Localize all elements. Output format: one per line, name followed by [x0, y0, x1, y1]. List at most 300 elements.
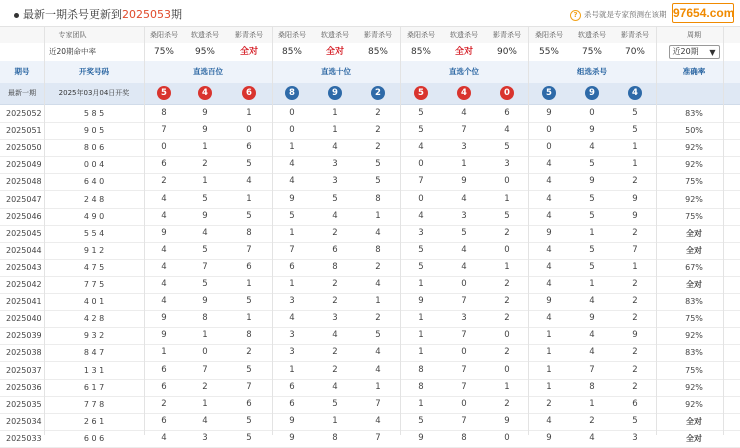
kill-cell: 0 [546, 125, 552, 136]
kill-cell: 5 [246, 159, 252, 170]
kill-cell: 5 [589, 159, 595, 170]
expert-col-12: 影青杀号 [621, 31, 649, 39]
latest-issue-row [0, 83, 740, 105]
kill-cell: 4 [461, 244, 467, 255]
kill-cell: 4 [332, 210, 338, 221]
kill-cell: 7 [202, 261, 208, 272]
issue-cell: 2025035 [6, 399, 42, 409]
kill-cell: 5 [332, 398, 338, 409]
kill-ball: 4 [628, 86, 642, 100]
issue-cell: 2025040 [6, 314, 42, 324]
kill-cell: 8 [332, 432, 338, 443]
kill-cell: 0 [504, 176, 510, 187]
kill-cell: 9 [161, 313, 167, 324]
accuracy-cell: 92% [685, 331, 703, 341]
col-draw: 开奖号码 [79, 67, 109, 76]
draw-cell: 0 0 4 [83, 160, 105, 170]
kill-cell: 6 [504, 108, 510, 118]
issue-cell: 2025037 [6, 365, 42, 375]
expert-col-8: 软遗杀号 [450, 31, 478, 39]
accuracy-cell: 75% [685, 365, 703, 375]
table-row [0, 173, 740, 191]
kill-cell: 6 [161, 415, 167, 426]
draw-cell: 7 7 8 [83, 399, 105, 409]
kill-cell: 5 [246, 364, 252, 375]
issue-cell: 2025049 [6, 160, 42, 170]
table-row [0, 310, 740, 328]
column-divider [656, 27, 657, 435]
accuracy-cell: 全对 [686, 416, 702, 426]
kill-cell: 9 [202, 210, 208, 221]
kill-cell: 5 [246, 432, 252, 443]
kill-cell: 2 [504, 279, 510, 289]
kill-cell: 1 [289, 227, 295, 238]
kill-cell: 6 [632, 398, 638, 409]
kill-cell: 1 [461, 159, 467, 170]
latest-ball-cell-4 [272, 83, 312, 104]
kill-cell: 3 [332, 159, 338, 170]
hit-rate-4: 85% [281, 47, 302, 57]
kill-cell: 9 [202, 296, 208, 307]
table-row [0, 293, 740, 311]
kill-cell: 1 [202, 398, 208, 409]
hit-rate-5: 全对 [325, 47, 344, 57]
kill-cell: 4 [161, 193, 167, 204]
kill-cell: 1 [632, 159, 638, 170]
issue-cell: 2025034 [6, 416, 42, 426]
column-divider [144, 27, 145, 435]
kill-cell: 1 [202, 330, 208, 341]
kill-cell: 3 [289, 347, 295, 358]
kill-cell: 5 [504, 210, 510, 221]
kill-ball: 9 [585, 86, 599, 100]
site-logo[interactable] [672, 3, 734, 23]
section-header-row [0, 61, 740, 84]
kill-cell: 9 [202, 108, 208, 118]
table-row [0, 122, 740, 140]
kill-cell: 7 [589, 364, 595, 375]
kill-cell: 5 [589, 193, 595, 204]
draw-cell: 8 4 7 [83, 348, 105, 358]
kill-cell: 4 [332, 381, 338, 392]
kill-ball: 4 [457, 86, 471, 100]
accuracy-cell: 83% [685, 109, 703, 118]
kill-cell: 4 [589, 330, 595, 341]
issue-cell: 2025036 [6, 382, 42, 392]
kill-cell: 9 [461, 176, 467, 187]
kill-cell: 4 [375, 364, 381, 375]
kill-cell: 4 [289, 176, 295, 187]
kill-cell: 5 [375, 159, 381, 170]
kill-cell: 5 [202, 244, 208, 255]
kill-cell: 1 [161, 347, 167, 358]
kill-cell: 4 [461, 261, 467, 272]
latest-ball-cell-10 [529, 83, 569, 104]
kill-cell: 2 [504, 227, 510, 238]
kill-cell: 6 [246, 142, 252, 153]
kill-cell: 4 [589, 296, 595, 307]
kill-cell: 9 [504, 415, 510, 426]
kill-cell: 4 [546, 415, 552, 426]
kill-cell: 2 [332, 227, 338, 238]
kill-cell: 7 [375, 398, 381, 409]
table-row [0, 344, 740, 362]
expert-col-1: 桑阳杀号 [150, 31, 178, 39]
kill-cell: 3 [332, 176, 338, 187]
kill-cell: 0 [504, 432, 510, 443]
expert-col-2: 软遗杀号 [191, 31, 219, 39]
draw-cell: 6 0 6 [83, 433, 105, 443]
table-row [0, 430, 740, 448]
title-suffix: 期 [171, 8, 182, 21]
latest-ball-cell-9 [487, 83, 527, 104]
kill-cell: 4 [418, 210, 424, 221]
expert-col-3: 影青杀号 [235, 31, 263, 39]
kill-cell: 2 [632, 347, 638, 358]
expert-col-9: 影青杀号 [493, 31, 521, 39]
issue-cell: 2025045 [6, 228, 42, 238]
column-divider [528, 27, 529, 435]
kill-cell: 7 [461, 381, 467, 392]
col-hundreds: 直选百位 [193, 67, 223, 76]
issue-cell: 2025038 [6, 348, 42, 358]
kill-cell: 6 [289, 398, 295, 409]
column-divider [400, 27, 401, 435]
kill-cell: 1 [546, 364, 552, 375]
kill-ball: 4 [198, 86, 212, 100]
kill-cell: 9 [546, 296, 552, 307]
issue-cell: 2025051 [6, 126, 42, 136]
kill-cell: 0 [546, 142, 552, 153]
kill-cell: 4 [202, 227, 208, 238]
kill-cell: 0 [202, 347, 208, 358]
title-prefix: 最新一期杀号更新到 [23, 8, 122, 21]
draw-cell: 7 7 5 [83, 280, 105, 289]
latest-ball-cell-5 [315, 83, 355, 104]
expert-col-5: 软遗杀号 [321, 31, 349, 39]
kill-cell: 8 [589, 381, 595, 392]
kill-cell: 6 [289, 381, 295, 392]
kill-cell: 9 [589, 176, 595, 187]
kill-cell: 9 [418, 432, 424, 443]
table-row [0, 259, 740, 277]
kill-cell: 8 [161, 108, 167, 118]
kill-cell: 1 [332, 125, 338, 136]
table-row [0, 242, 740, 260]
accuracy-cell: 50% [685, 126, 703, 136]
kill-cell: 5 [589, 244, 595, 255]
kill-cell: 1 [418, 313, 424, 324]
expert-col-6: 影青杀号 [364, 31, 392, 39]
hit-rate-7: 85% [410, 47, 431, 57]
kill-cell: 0 [289, 125, 295, 136]
kill-cell: 0 [504, 244, 510, 255]
kill-cell: 1 [589, 279, 595, 289]
kill-cell: 1 [546, 381, 552, 392]
kill-cell: 5 [246, 415, 252, 426]
kill-cell: 5 [632, 125, 638, 136]
hit-rate-6: 85% [367, 47, 388, 57]
table-row [0, 139, 740, 157]
draw-cell: 4 7 5 [83, 262, 105, 272]
kill-cell: 5 [589, 210, 595, 221]
kill-ball: 8 [285, 86, 299, 100]
kill-cell: 3 [418, 227, 424, 238]
accuracy-cell: 67% [685, 262, 703, 272]
kill-cell: 6 [246, 261, 252, 272]
kill-cell: 1 [589, 227, 595, 238]
kill-cell: 1 [546, 330, 552, 341]
col-group: 组选杀号 [577, 67, 607, 76]
kill-cell: 5 [632, 108, 638, 118]
kill-cell: 3 [461, 142, 467, 153]
draw-cell: 9 3 2 [83, 331, 105, 341]
kill-cell: 4 [246, 176, 252, 187]
kill-cell: 4 [375, 279, 381, 289]
kill-cell: 8 [375, 244, 381, 255]
draw-cell: 4 9 0 [83, 211, 105, 221]
accuracy-cell: 全对 [686, 280, 702, 289]
kill-cell: 0 [161, 142, 167, 153]
kill-cell: 2 [375, 261, 381, 272]
kill-cell: 0 [461, 347, 467, 358]
kill-cell: 1 [246, 108, 252, 118]
kill-cell: 9 [546, 108, 552, 118]
column-divider [723, 27, 724, 435]
accuracy-cell: 92% [685, 382, 703, 392]
table-row [0, 191, 740, 209]
kill-cell: 0 [504, 364, 510, 375]
kill-cell: 7 [246, 244, 252, 255]
hit-rate-row [0, 43, 740, 62]
hit-rate-label: 近20期命中率 [48, 47, 97, 56]
kill-cell: 7 [461, 364, 467, 375]
kill-cell: 2 [161, 398, 167, 409]
kill-cell: 9 [546, 432, 552, 443]
kill-cell: 2 [632, 279, 638, 289]
kill-cell: 0 [461, 398, 467, 409]
kill-cell: 5 [246, 296, 252, 307]
kill-cell: 4 [161, 244, 167, 255]
latest-ball-cell-11 [572, 83, 612, 104]
kill-cell: 2 [246, 347, 252, 358]
kill-ball: 6 [242, 86, 256, 100]
kill-cell: 4 [461, 108, 467, 118]
kill-cell: 1 [504, 261, 510, 272]
issue-cell: 2025048 [6, 177, 42, 187]
kill-cell: 1 [632, 261, 638, 272]
issue-cell: 2025052 [6, 109, 42, 118]
accuracy-cell: 83% [685, 297, 703, 307]
draw-cell: 5 5 4 [83, 228, 105, 238]
draw-cell: 1 3 1 [83, 365, 105, 375]
expert-col-10: 桑阳杀号 [535, 31, 563, 39]
kill-cell: 9 [289, 432, 295, 443]
kill-cell: 6 [161, 381, 167, 392]
kill-cell: 0 [461, 279, 467, 289]
kill-cell: 4 [332, 330, 338, 341]
kill-cell: 3 [461, 313, 467, 324]
kill-cell: 1 [375, 210, 381, 221]
table-row [0, 396, 740, 414]
kill-cell: 7 [202, 364, 208, 375]
kill-cell: 2 [332, 364, 338, 375]
kill-cell: 9 [161, 330, 167, 341]
draw-cell: 2 4 8 [83, 194, 105, 204]
hit-rate-9: 90% [496, 47, 517, 57]
kill-cell: 1 [632, 142, 638, 153]
latest-ball-cell-6 [358, 83, 398, 104]
kill-cell: 3 [504, 159, 510, 170]
kill-cell: 9 [546, 227, 552, 238]
hit-rate-1: 75% [153, 47, 174, 57]
kill-cell: 0 [418, 159, 424, 170]
kill-cell: 9 [632, 330, 638, 341]
kill-cell: 8 [418, 381, 424, 392]
kill-cell: 2 [632, 176, 638, 187]
col-units: 直选个位 [449, 67, 479, 76]
table-row [0, 105, 740, 123]
latest-label: 最新一期 [8, 89, 36, 97]
note-label: 杀号就是专家预测在该期 [584, 10, 667, 19]
kill-cell: 5 [418, 125, 424, 136]
kill-cell: 0 [289, 108, 295, 118]
draw-cell: 6 1 7 [83, 382, 105, 392]
hit-rate-3: 全对 [239, 47, 258, 57]
kill-cell: 1 [246, 279, 252, 289]
issue-cell: 2025042 [6, 280, 42, 289]
kill-cell: 0 [589, 108, 595, 118]
latest-ball-cell-8 [444, 83, 484, 104]
issue-cell: 2025033 [6, 433, 42, 443]
kill-cell: 1 [375, 296, 381, 307]
col-tens: 直选十位 [321, 67, 351, 76]
kill-cell: 7 [632, 244, 638, 255]
kill-cell: 9 [632, 193, 638, 204]
accuracy-cell: 全对 [686, 433, 702, 443]
table-row [0, 276, 740, 294]
kill-cell: 5 [202, 279, 208, 289]
kill-cell: 9 [289, 415, 295, 426]
kill-cell: 1 [332, 108, 338, 118]
table-row [0, 208, 740, 226]
kill-cell: 5 [332, 193, 338, 204]
kill-cell: 6 [289, 261, 295, 272]
latest-ball-cell-12 [615, 83, 655, 104]
kill-cell: 1 [289, 279, 295, 289]
kill-cell: 2 [632, 364, 638, 375]
kill-cell: 7 [461, 296, 467, 307]
kill-cell: 0 [246, 125, 252, 136]
kill-cell: 4 [161, 261, 167, 272]
kill-cell: 1 [202, 176, 208, 187]
hit-rate-10: 55% [538, 47, 559, 57]
kill-cell: 2 [632, 296, 638, 307]
accuracy-cell: 全对 [686, 245, 702, 255]
kill-ball: 5 [157, 86, 171, 100]
col-accuracy: 准确率 [682, 67, 706, 76]
kill-cell: 2 [632, 381, 638, 392]
accuracy-cell: 75% [685, 177, 703, 187]
kill-cell: 9 [589, 313, 595, 324]
latest-date: 2025年03月04日开奖 [58, 89, 130, 97]
kill-ball: 0 [500, 86, 514, 100]
kill-cell: 2 [632, 227, 638, 238]
kill-cell: 2 [375, 313, 381, 324]
bullet-icon [14, 13, 19, 18]
kill-cell: 4 [589, 142, 595, 153]
kill-cell: 1 [589, 398, 595, 409]
table-row [0, 156, 740, 174]
kill-cell: 6 [161, 364, 167, 375]
kill-cell: 1 [504, 193, 510, 204]
kill-cell: 5 [418, 261, 424, 272]
kill-cell: 5 [289, 210, 295, 221]
latest-ball-cell-1 [144, 83, 184, 104]
question-icon: ? [570, 10, 581, 21]
kill-cell: 8 [418, 364, 424, 375]
kill-cell: 9 [589, 125, 595, 136]
page-title [14, 6, 182, 22]
kill-cell: 7 [375, 432, 381, 443]
hit-rate-12: 70% [624, 47, 645, 57]
accuracy-cell: 92% [685, 194, 703, 204]
kill-cell: 2 [332, 279, 338, 289]
kill-cell: 4 [546, 176, 552, 187]
kill-cell: 5 [461, 227, 467, 238]
kill-cell: 7 [418, 176, 424, 187]
accuracy-cell: 全对 [686, 228, 702, 238]
table-row [0, 327, 740, 345]
kill-cell: 5 [418, 244, 424, 255]
kill-cell: 5 [202, 193, 208, 204]
latest-issue: 2025053 [122, 8, 171, 21]
kill-cell: 2 [161, 176, 167, 187]
kill-cell: 4 [546, 193, 552, 204]
kill-cell: 4 [161, 279, 167, 289]
accuracy-cell: 92% [685, 399, 703, 409]
hit-rate-8: 全对 [454, 47, 473, 57]
period-select[interactable] [669, 45, 720, 59]
kill-cell: 5 [246, 210, 252, 221]
kill-ball: 9 [328, 86, 342, 100]
kill-cell: 4 [375, 347, 381, 358]
draw-cell: 6 4 0 [83, 177, 105, 187]
expert-col-7: 桑阳杀号 [407, 31, 435, 39]
kill-ball: 5 [542, 86, 556, 100]
kill-cell: 4 [375, 227, 381, 238]
latest-ball-cell-7 [401, 83, 441, 104]
table-row [0, 413, 740, 431]
kill-cell: 6 [246, 398, 252, 409]
kill-cell: 8 [461, 432, 467, 443]
kill-cell: 1 [504, 381, 510, 392]
draw-cell: 2 6 1 [83, 416, 105, 426]
accuracy-cell: 75% [685, 314, 703, 324]
kill-number-table [0, 27, 740, 443]
period-select-value: 近20期 [672, 46, 699, 56]
table-row [0, 362, 740, 380]
accuracy-cell: 75% [685, 211, 703, 221]
issue-cell: 2025041 [6, 297, 42, 307]
expert-team-label: 专家团队 [58, 31, 87, 39]
kill-cell: 7 [461, 330, 467, 341]
issue-cell: 2025050 [6, 143, 42, 153]
kill-cell: 2 [375, 142, 381, 153]
kill-cell: 1 [202, 142, 208, 153]
kill-cell: 4 [289, 159, 295, 170]
chevron-down-icon: ▼ [709, 47, 716, 57]
